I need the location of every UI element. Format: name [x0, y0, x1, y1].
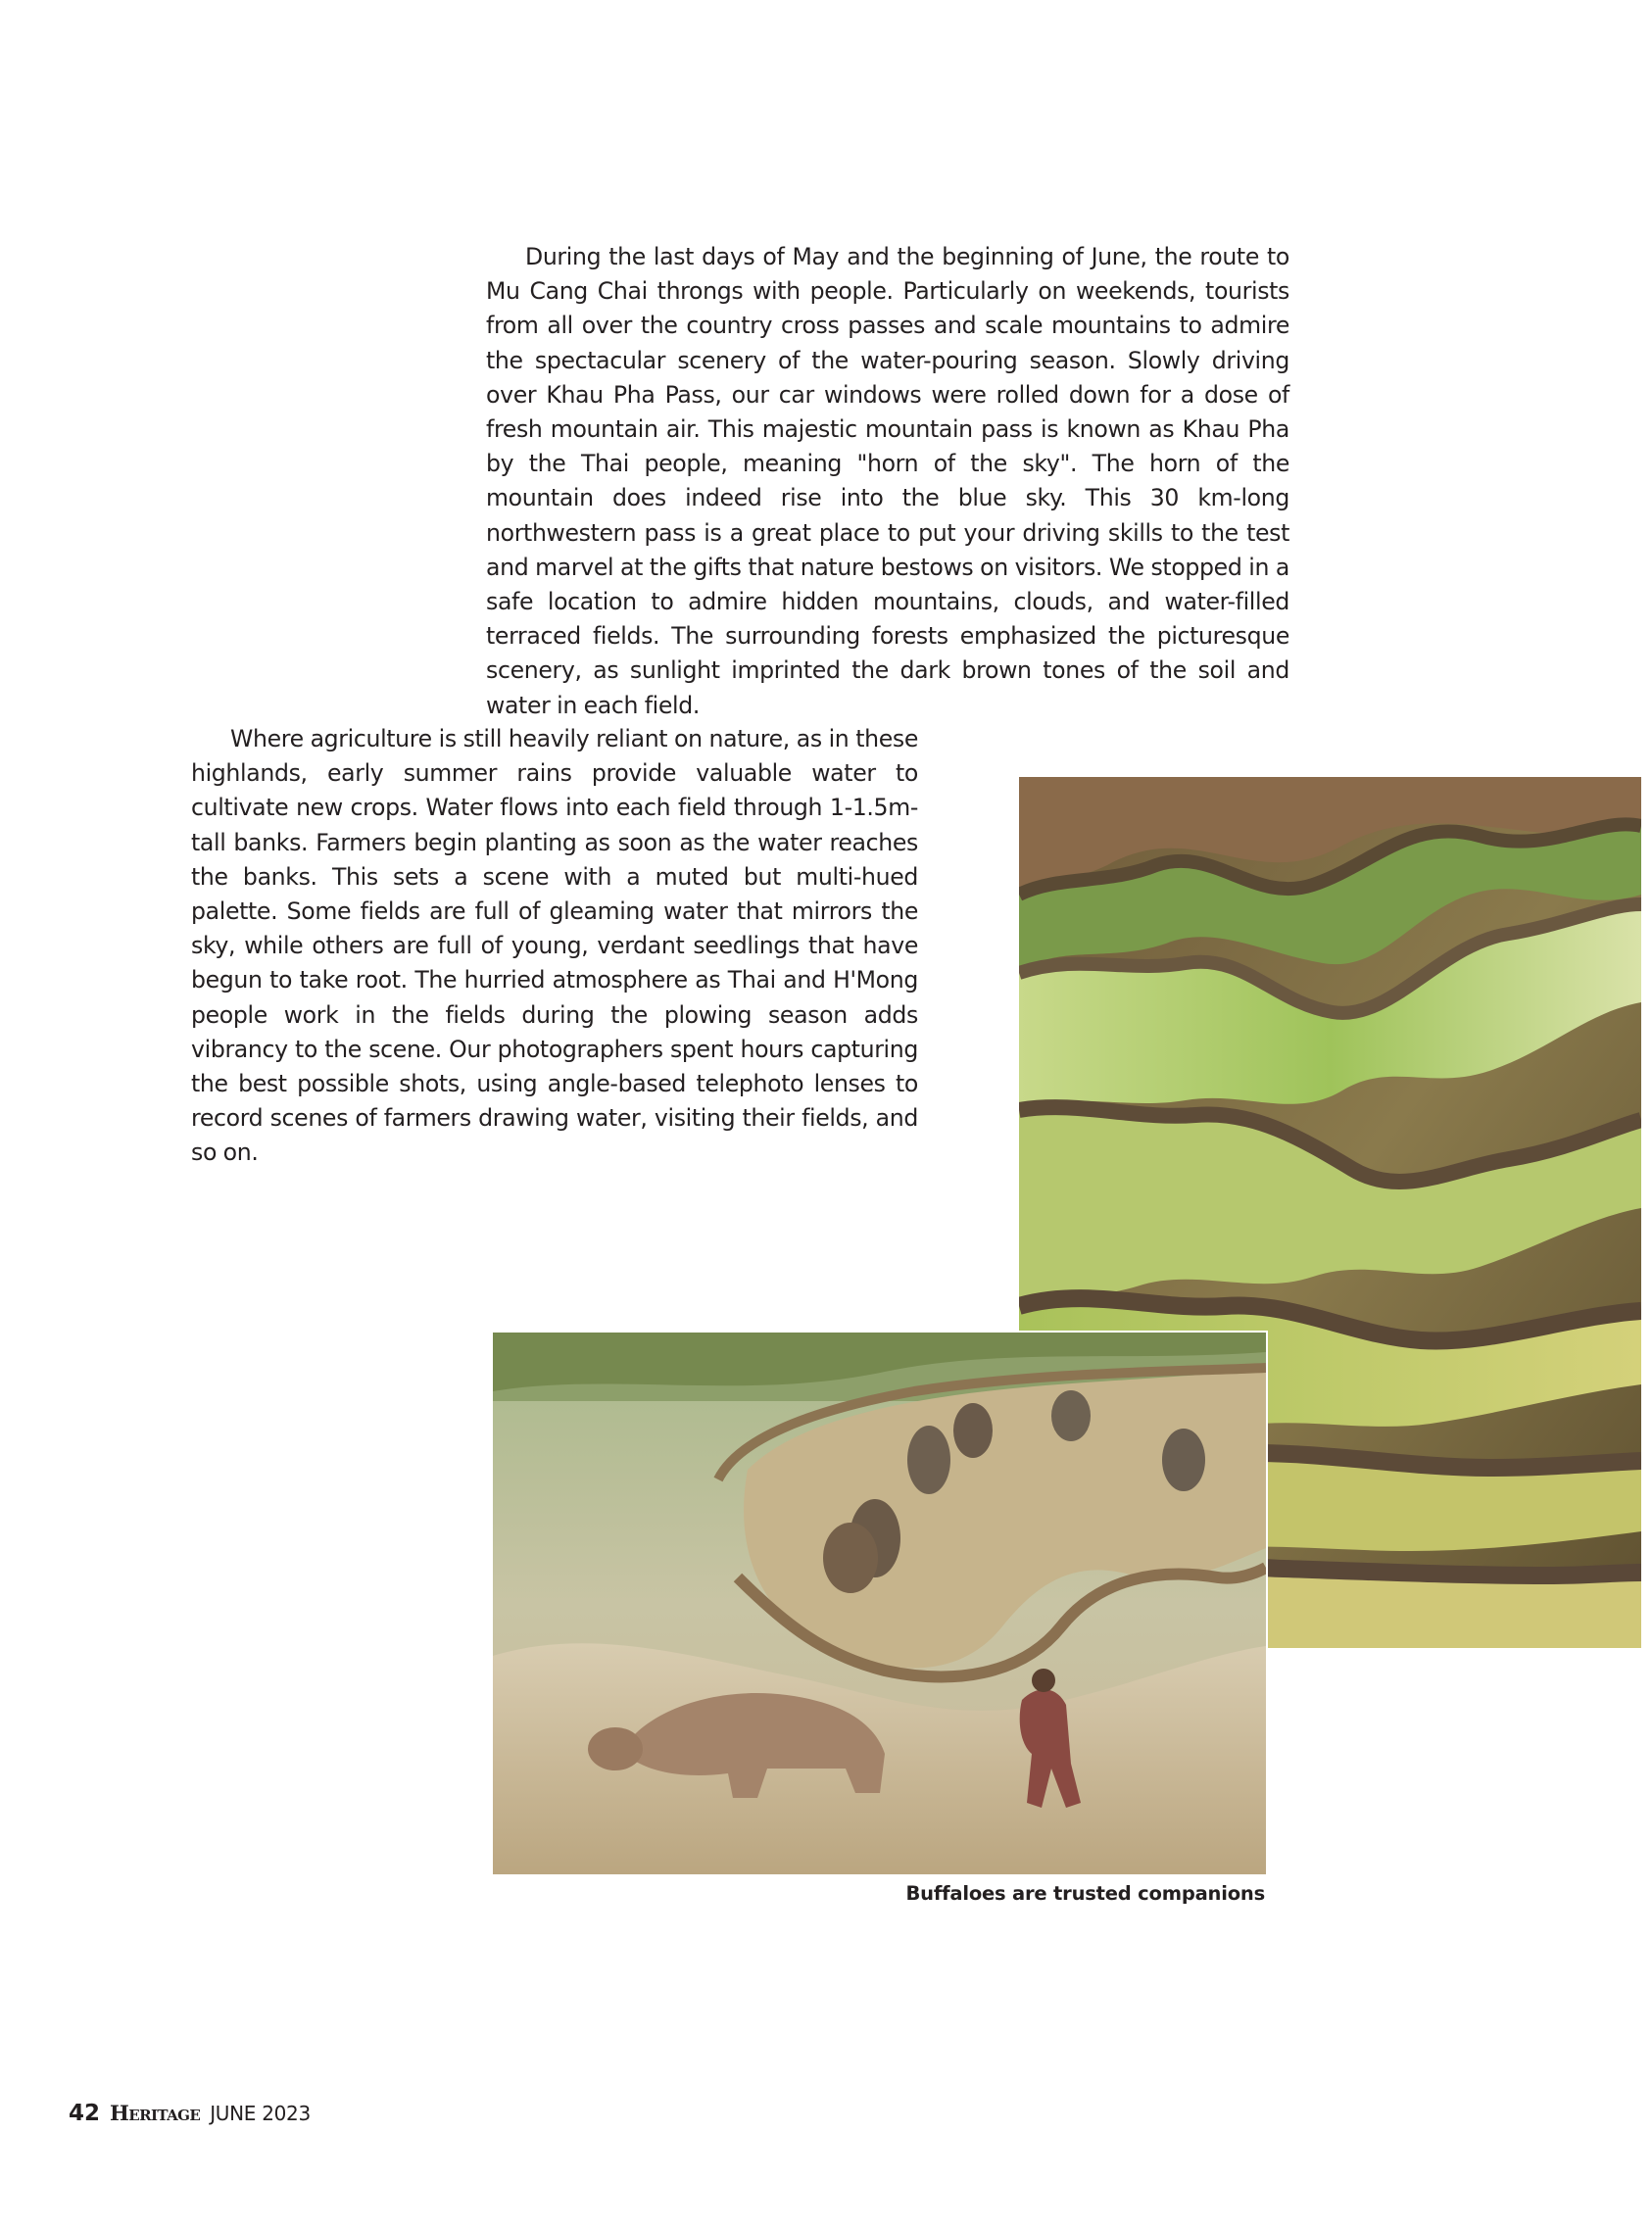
magazine-name: Heritage	[110, 2101, 201, 2125]
page-footer	[69, 2101, 311, 2130]
issue-date: JUNE 2023	[210, 2102, 311, 2125]
article-paragraph-2: Where agriculture is still heavily reliant on nature, as in these highlands, early summer rains provide valuable water to cultivate new crops. Water flows into each field through 1-1.5m-tall banks. Farmers begin planting as soon as the water reaches the banks. This sets a scene with a muted but multi-hued palette. Some fields are full of gleaming water that mirrors the sky, while others are full of young, verdant seedlings that have begun to take root. The hurried atmosphere as Thai and H'Mong people work in the fields during the plowing season adds vibrancy to the scene. Our photographers spent hours capturing the best possible shots, using angle-based telephoto lenses to record scenes of farmers drawing water, visiting their fields, and so on.	[191, 725, 918, 1167]
article-paragraph-1: During the last days of May and the beginning of June, the route to Mu Cang Chai throngs with people. Particularly on weekends, tourists from all over the country cross passes and scale mountains to admire the spectacular scenery of the water-pouring season. Slowly driving over Khau Pha Pass, our car windows were rolled down for a dose of fresh mountain air. This majestic mountain pass is known as Khau Pha by the Thai people, meaning "horn of the sky". The horn of the mountain does indeed rise into the blue sky. This 30 km-long northwestern pass is a great place to put your driving skills to the test and marvel at the gifts that nature bestows on visitors. We stopped in a safe location to admire hidden mountains, clouds, and water-filled terraced fields. The surrounding forests emphasized the picturesque scenery, as sunlight imprinted the dark brown tones of the soil and water in each field.	[486, 243, 1289, 719]
page-number: 42	[69, 2101, 101, 2126]
buffalo-plowing-photo	[493, 1333, 1266, 1874]
photo-caption: Buffaloes are trusted companions	[905, 1882, 1265, 1905]
